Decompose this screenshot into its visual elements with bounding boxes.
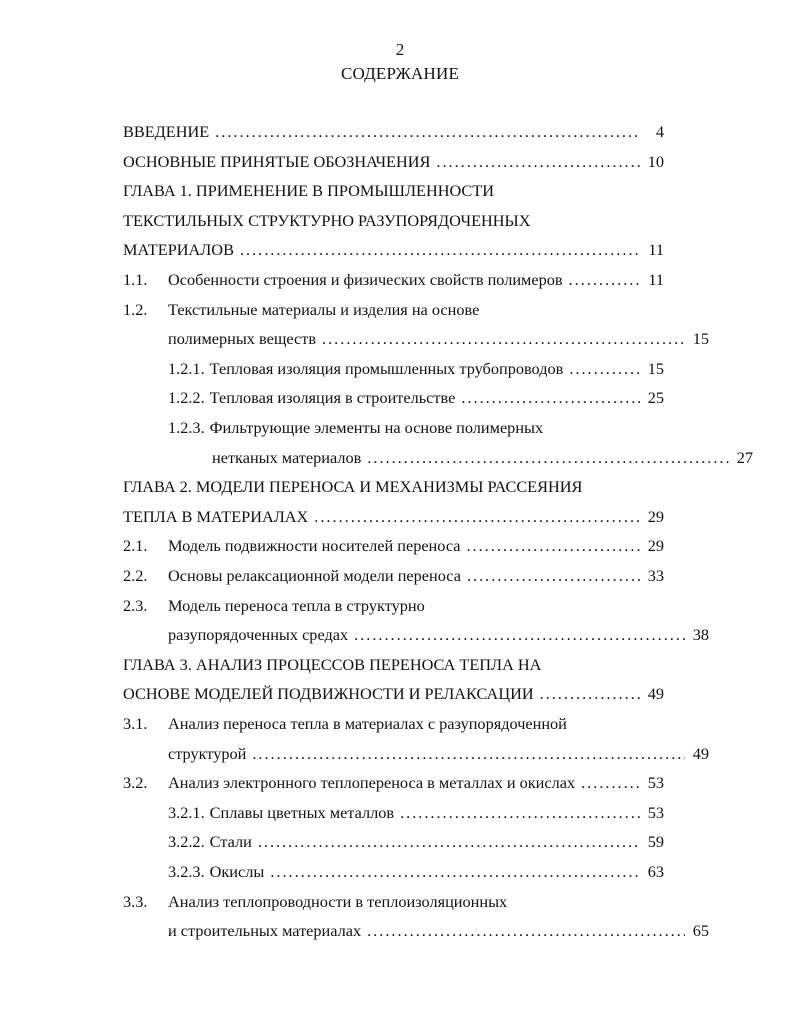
toc-entry-number: 1.1.: [123, 270, 148, 289]
toc-entry: [123, 507, 664, 531]
toc-entry-number: 1.2.2.: [168, 388, 205, 408]
toc-entry-title: ОСНОВНЫЕ ПРИНЯТЫЕ ОБОЗНАЧЕНИЯ: [123, 151, 431, 171]
toc-entry: [123, 181, 664, 205]
toc-entry-page: 29: [647, 506, 664, 526]
toc-entry-number: 2.2.: [123, 566, 148, 585]
toc-entry-page: 53: [647, 802, 664, 822]
toc-entry-title: Особенности строения и физических свойств полимеров: [168, 270, 563, 289]
dot-leader: [540, 684, 640, 704]
toc-entry: [123, 300, 664, 324]
toc-entry: [123, 418, 664, 442]
toc-entry-title: нетканых материалов: [212, 447, 362, 467]
toc-entry-page: 11: [648, 270, 664, 289]
dot-leader: [436, 152, 640, 172]
dot-leader: [466, 536, 640, 556]
toc-entry: [123, 329, 709, 353]
toc-entry-page: 53: [647, 773, 664, 793]
toc-entry-page: 63: [647, 862, 664, 881]
dot-leader: [270, 862, 640, 882]
dot-leader: [467, 566, 640, 586]
toc-entry-title: ВВЕДЕНИЕ: [123, 122, 210, 141]
toc-entry: [123, 388, 664, 412]
toc-entry-title: ОСНОВЕ МОДЕЛЕЙ ПОДВИЖНОСТИ И РЕЛАКСАЦИИ: [123, 684, 534, 704]
toc-entry: [123, 714, 664, 738]
dot-leader: [258, 832, 640, 852]
toc-entry-title: и строительных материалах: [168, 921, 362, 941]
toc-entry-page: 38: [692, 625, 709, 645]
toc-entry-number: 3.2.2.: [168, 832, 205, 852]
dot-leader: [367, 448, 729, 468]
toc-entry: [123, 270, 664, 294]
toc-entry-page: 59: [647, 832, 664, 852]
toc-entry-title: Анализ электронного теплопереноса в металлах и окислах: [168, 773, 576, 793]
toc-entry: [123, 803, 664, 827]
toc-entry: [123, 862, 664, 886]
toc-entry-page: 4: [655, 122, 664, 141]
toc-entry: [123, 892, 664, 916]
dot-leader: [400, 803, 640, 823]
toc-entry: [123, 477, 664, 501]
toc-entry-number: 3.2.3.: [168, 862, 205, 881]
dot-leader: [314, 507, 640, 527]
toc-entry: [123, 773, 664, 797]
page-title: СОДЕРЖАНИЕ: [340, 64, 460, 83]
dot-leader: [461, 388, 640, 408]
toc-entry-page: 25: [647, 388, 664, 408]
toc-entry-title: МАТЕРИАЛОВ: [123, 240, 234, 260]
toc-entry-number: 3.1.: [123, 714, 148, 733]
toc-entry: [123, 211, 664, 235]
toc-entry-page: 11: [648, 240, 664, 260]
toc-entry: [123, 359, 664, 383]
toc-entry-title: полимерных веществ: [168, 329, 317, 349]
toc-entry: [123, 122, 664, 146]
toc-entry-title: Фильтрующие элементы на основе полимерных: [209, 418, 544, 437]
toc-entry-number: 1.2.1.: [168, 358, 205, 378]
toc-entry-page: 27: [736, 447, 753, 467]
toc-entry: [123, 240, 664, 264]
toc-entry-number: 2.1.: [123, 536, 148, 556]
toc-entry-title: Модель подвижности носителей переноса: [168, 536, 461, 556]
toc-entry-number: 1.2.3.: [168, 418, 205, 437]
dot-leader: [354, 625, 685, 645]
dot-leader: [581, 773, 640, 793]
toc-entry-number: 3.3.: [123, 891, 148, 911]
toc-entry-title: Анализ теплопроводности в теплоизоляционных: [168, 891, 508, 911]
toc-entry-title: Основы релаксационной модели переноса: [168, 566, 461, 585]
toc-entry-number: 2.3.: [123, 595, 148, 615]
toc-entry-title: ГЛАВА 1. ПРИМЕНЕНИЕ В ПРОМЫШЛЕННОСТИ: [123, 181, 494, 201]
toc-entry-number: 3.2.1.: [168, 802, 205, 822]
toc-entry-title: Анализ переноса тепла в материалах с разупорядоченной: [168, 714, 567, 733]
toc-entry: [123, 744, 709, 768]
dot-leader: [367, 921, 685, 941]
toc-entry-title: Тепловая изоляция промышленных трубопроводов: [209, 358, 564, 378]
toc-entry-title: ТЕКСТИЛЬНЫХ СТРУКТУРНО РАЗУПОРЯДОЧЕННЫХ: [123, 210, 531, 230]
dot-leader: [322, 329, 685, 349]
toc-entry: [123, 625, 709, 649]
toc-entry-page: 49: [692, 743, 709, 763]
toc-entry-number: 1.2.: [123, 299, 148, 319]
toc-entry: [123, 684, 664, 708]
dot-leader: [240, 240, 640, 260]
toc-entry: [123, 536, 664, 560]
toc-entry-page: 15: [647, 358, 664, 378]
toc-entry-page: 10: [647, 151, 664, 171]
toc-entry-title: ТЕПЛА В МАТЕРИАЛАХ: [123, 506, 309, 526]
toc-entry-page: 33: [647, 566, 664, 585]
dot-leader: [569, 359, 640, 379]
toc-entry-title: ГЛАВА 3. АНАЛИЗ ПРОЦЕССОВ ПЕРЕНОСА ТЕПЛА НА: [123, 654, 542, 674]
toc-entry: [123, 921, 709, 945]
toc-entry-number: 3.2.: [123, 773, 148, 793]
toc-entry-title: Тепловая изоляция в строительстве: [209, 388, 456, 408]
toc-entry-page: 29: [647, 536, 664, 556]
toc-entry-title: Окислы: [209, 862, 265, 881]
toc-entry-title: Модель переноса тепла в структурно: [168, 595, 425, 615]
toc-entry-title: Текстильные материалы и изделия на основе: [168, 299, 480, 319]
toc-entry: [123, 152, 664, 176]
toc-entry: [123, 448, 753, 472]
toc-entry: [123, 832, 664, 856]
toc-entry: [123, 655, 664, 679]
page-number: 2: [395, 40, 405, 59]
dot-leader: [569, 270, 640, 290]
toc-entry-page: 15: [692, 329, 709, 349]
toc-entry: [123, 596, 664, 620]
toc-entry-page: 65: [692, 921, 709, 941]
toc-entry-title: структурой: [168, 743, 247, 763]
toc-entry-page: 49: [647, 684, 664, 704]
dot-leader: [252, 744, 685, 764]
toc-entry-title: Сплавы цветных металлов: [209, 802, 395, 822]
toc-entry-title: разупорядоченных средах: [168, 625, 349, 645]
toc-entry-title: Стали: [209, 832, 252, 852]
dot-leader: [215, 122, 640, 142]
toc-entry: [123, 566, 664, 590]
toc-entry-title: ГЛАВА 2. МОДЕЛИ ПЕРЕНОСА И МЕХАНИЗМЫ РАССЕЯНИЯ: [123, 477, 583, 497]
